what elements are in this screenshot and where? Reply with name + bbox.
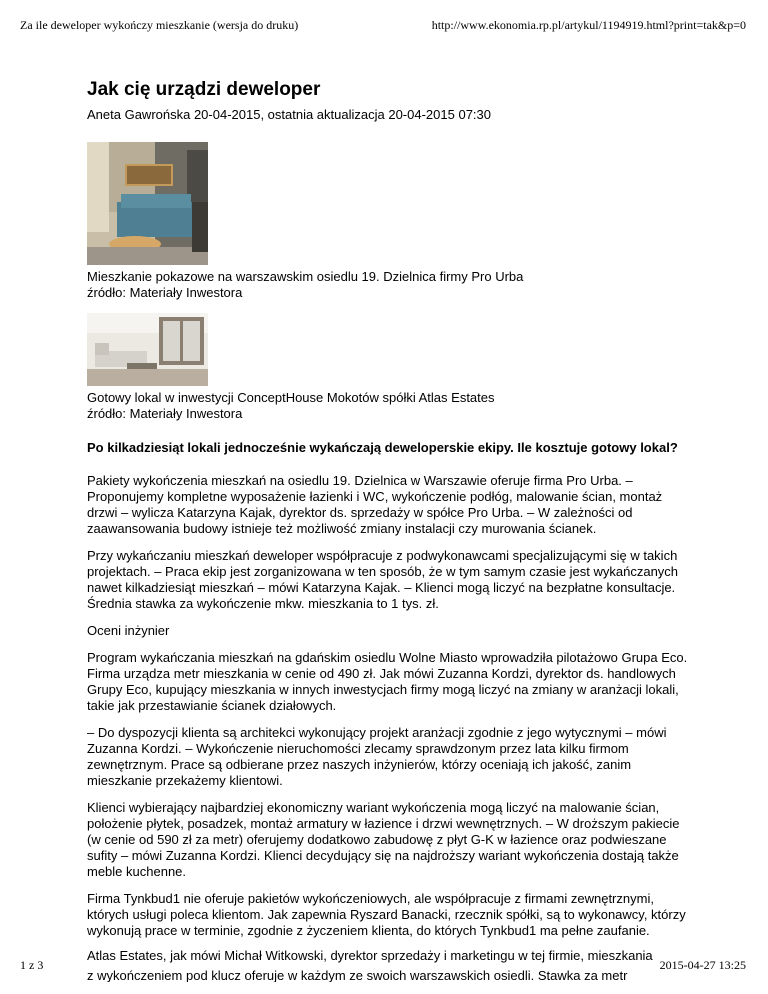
article-paragraph-cut	[87, 968, 707, 982]
article-paragraph: Przy wykańczaniu mieszkań deweloper współpracuje z podwykonawcami specjalizującymi się w takich projektach. – Praca ekip jest zorganizowana w ten sposób, że w tym samym czasie jest wykańczanych nawet kilkadziesiąt mieszkań – mówi Katarzyna Kajak. – Klienci mogą liczyć na bezpłatne konsultacje. Średnia stawka za wykończenie mkw. mieszkania to 1 tys. zł.	[87, 548, 679, 611]
photo-living-room	[87, 142, 208, 265]
photo-concepthouse	[87, 313, 208, 386]
article	[87, 78, 693, 939]
article-paragraph-cut-text: z wykończeniem pod klucz oferuje w każdym ze swoich warszawskich osiedli. Stawka za metr	[87, 968, 628, 982]
photo-source: źródło: Materiały Inwestora	[87, 406, 243, 421]
article-paragraph: Klienci wybierający najbardziej ekonomiczny wariant wykończenia mogą liczyć na malowanie ścian, położenie płytek, posadzek, montaż armatury w łazience i drzwi wewnętrznych. – W droższym pakiecie (w cenie od 590 zł za metr) oferujemy dodatkowo zabudowę z płyt G-K w łazience oraz podwieszane sufity – mówi Zuzanna Kordzi. Klienci decydujący się na najdroższy wariant wykończenia dostają także meble kuchenne.	[87, 800, 680, 879]
print-datetime: 2015-04-27 13:25	[659, 958, 746, 972]
print-header-url: http://www.ekonomia.rp.pl/artykul/1194919.html?print=tak&p=0	[431, 18, 746, 32]
photo-caption: Gotowy lokal w inwestycji ConceptHouse Mokotów spółki Atlas Estates	[87, 390, 495, 405]
article-byline: Aneta Gawrońska 20-04-2015, ostatnia aktualizacja 20-04-2015 07:30	[87, 107, 491, 122]
print-header-title: Za ile deweloper wykończy mieszkanie (wersja do druku)	[20, 18, 299, 32]
article-title: Jak cię urządzi deweloper	[87, 79, 321, 100]
article-paragraph: Firma Tynkbud1 nie oferuje pakietów wykończeniowych, ale współpracuje z firmami zewnętrznymi, których usługi poleca klientom. Jak zapewnia Ryszard Banacki, rzecznik spółki, są to wykonawcy, którzy wykonują prace w terminie, zgodnie z życzeniem klienta, do których Tynkbud1 ma pełne zaufanie.	[87, 891, 686, 938]
photo-caption: Mieszkanie pokazowe na warszawskim osiedlu 19. Dzielnica firmy Pro Urba	[87, 269, 524, 284]
photo-source: źródło: Materiały Inwestora	[87, 285, 243, 300]
article-paragraph: Pakiety wykończenia mieszkań na osiedlu 19. Dzielnica w Warszawie oferuje firma Pro Urba. – Proponujemy kompletne wyposażenie łazienki i WC, wykończenie podłóg, malowanie ścian, montaż drzwi – wylicza Katarzyna Kajak, dyrektor ds. sprzedaży w spółce Pro Urba. – W zależności od zaawansowania budowy istnieje też możliwość zmiany instalacji czy murowania ścianek.	[87, 473, 663, 536]
page-number: 1 z 3	[20, 958, 44, 972]
article-paragraph: – Do dyspozycji klienta są architekci wykonujący projekt aranżacji zgodnie z jego wytycznymi – mówi Zuzanna Kordzi. – Wykończenie nieruchomości zlecamy sprawdzonym przez lata kilku firmom zewnętrznym. Prace są odbierane przez naszych inżynierów, którzy oceniają ich jakość, zanim mieszkanie przekażemy klientowi.	[87, 725, 667, 788]
article-paragraph: Program wykańczania mieszkań na gdańskim osiedlu Wolne Miasto wprowadziła pilotażowo Grupa Eco. Firma urządza metr mieszkania w cenie od 490 zł. Jak mówi Zuzanna Kordzi, dyrektor ds. handlowych Grupy Eco, kupujący mieszkania w innych inwestycjach firmy mogą liczyć na zmiany w aranżacji lokali, takie jak przestawianie ścianek działowych.	[87, 650, 688, 713]
article-lead: Po kilkadziesiąt lokali jednocześnie wykańczają deweloperskie ekipy. Ile kosztuje gotowy lokal?	[87, 440, 678, 455]
article-paragraph-last: Atlas Estates, jak mówi Michał Witkowski, dyrektor sprzedaży i marketingu w tej firmie, mieszkania	[87, 948, 653, 963]
article-subheading: Oceni inżynier	[87, 623, 170, 638]
